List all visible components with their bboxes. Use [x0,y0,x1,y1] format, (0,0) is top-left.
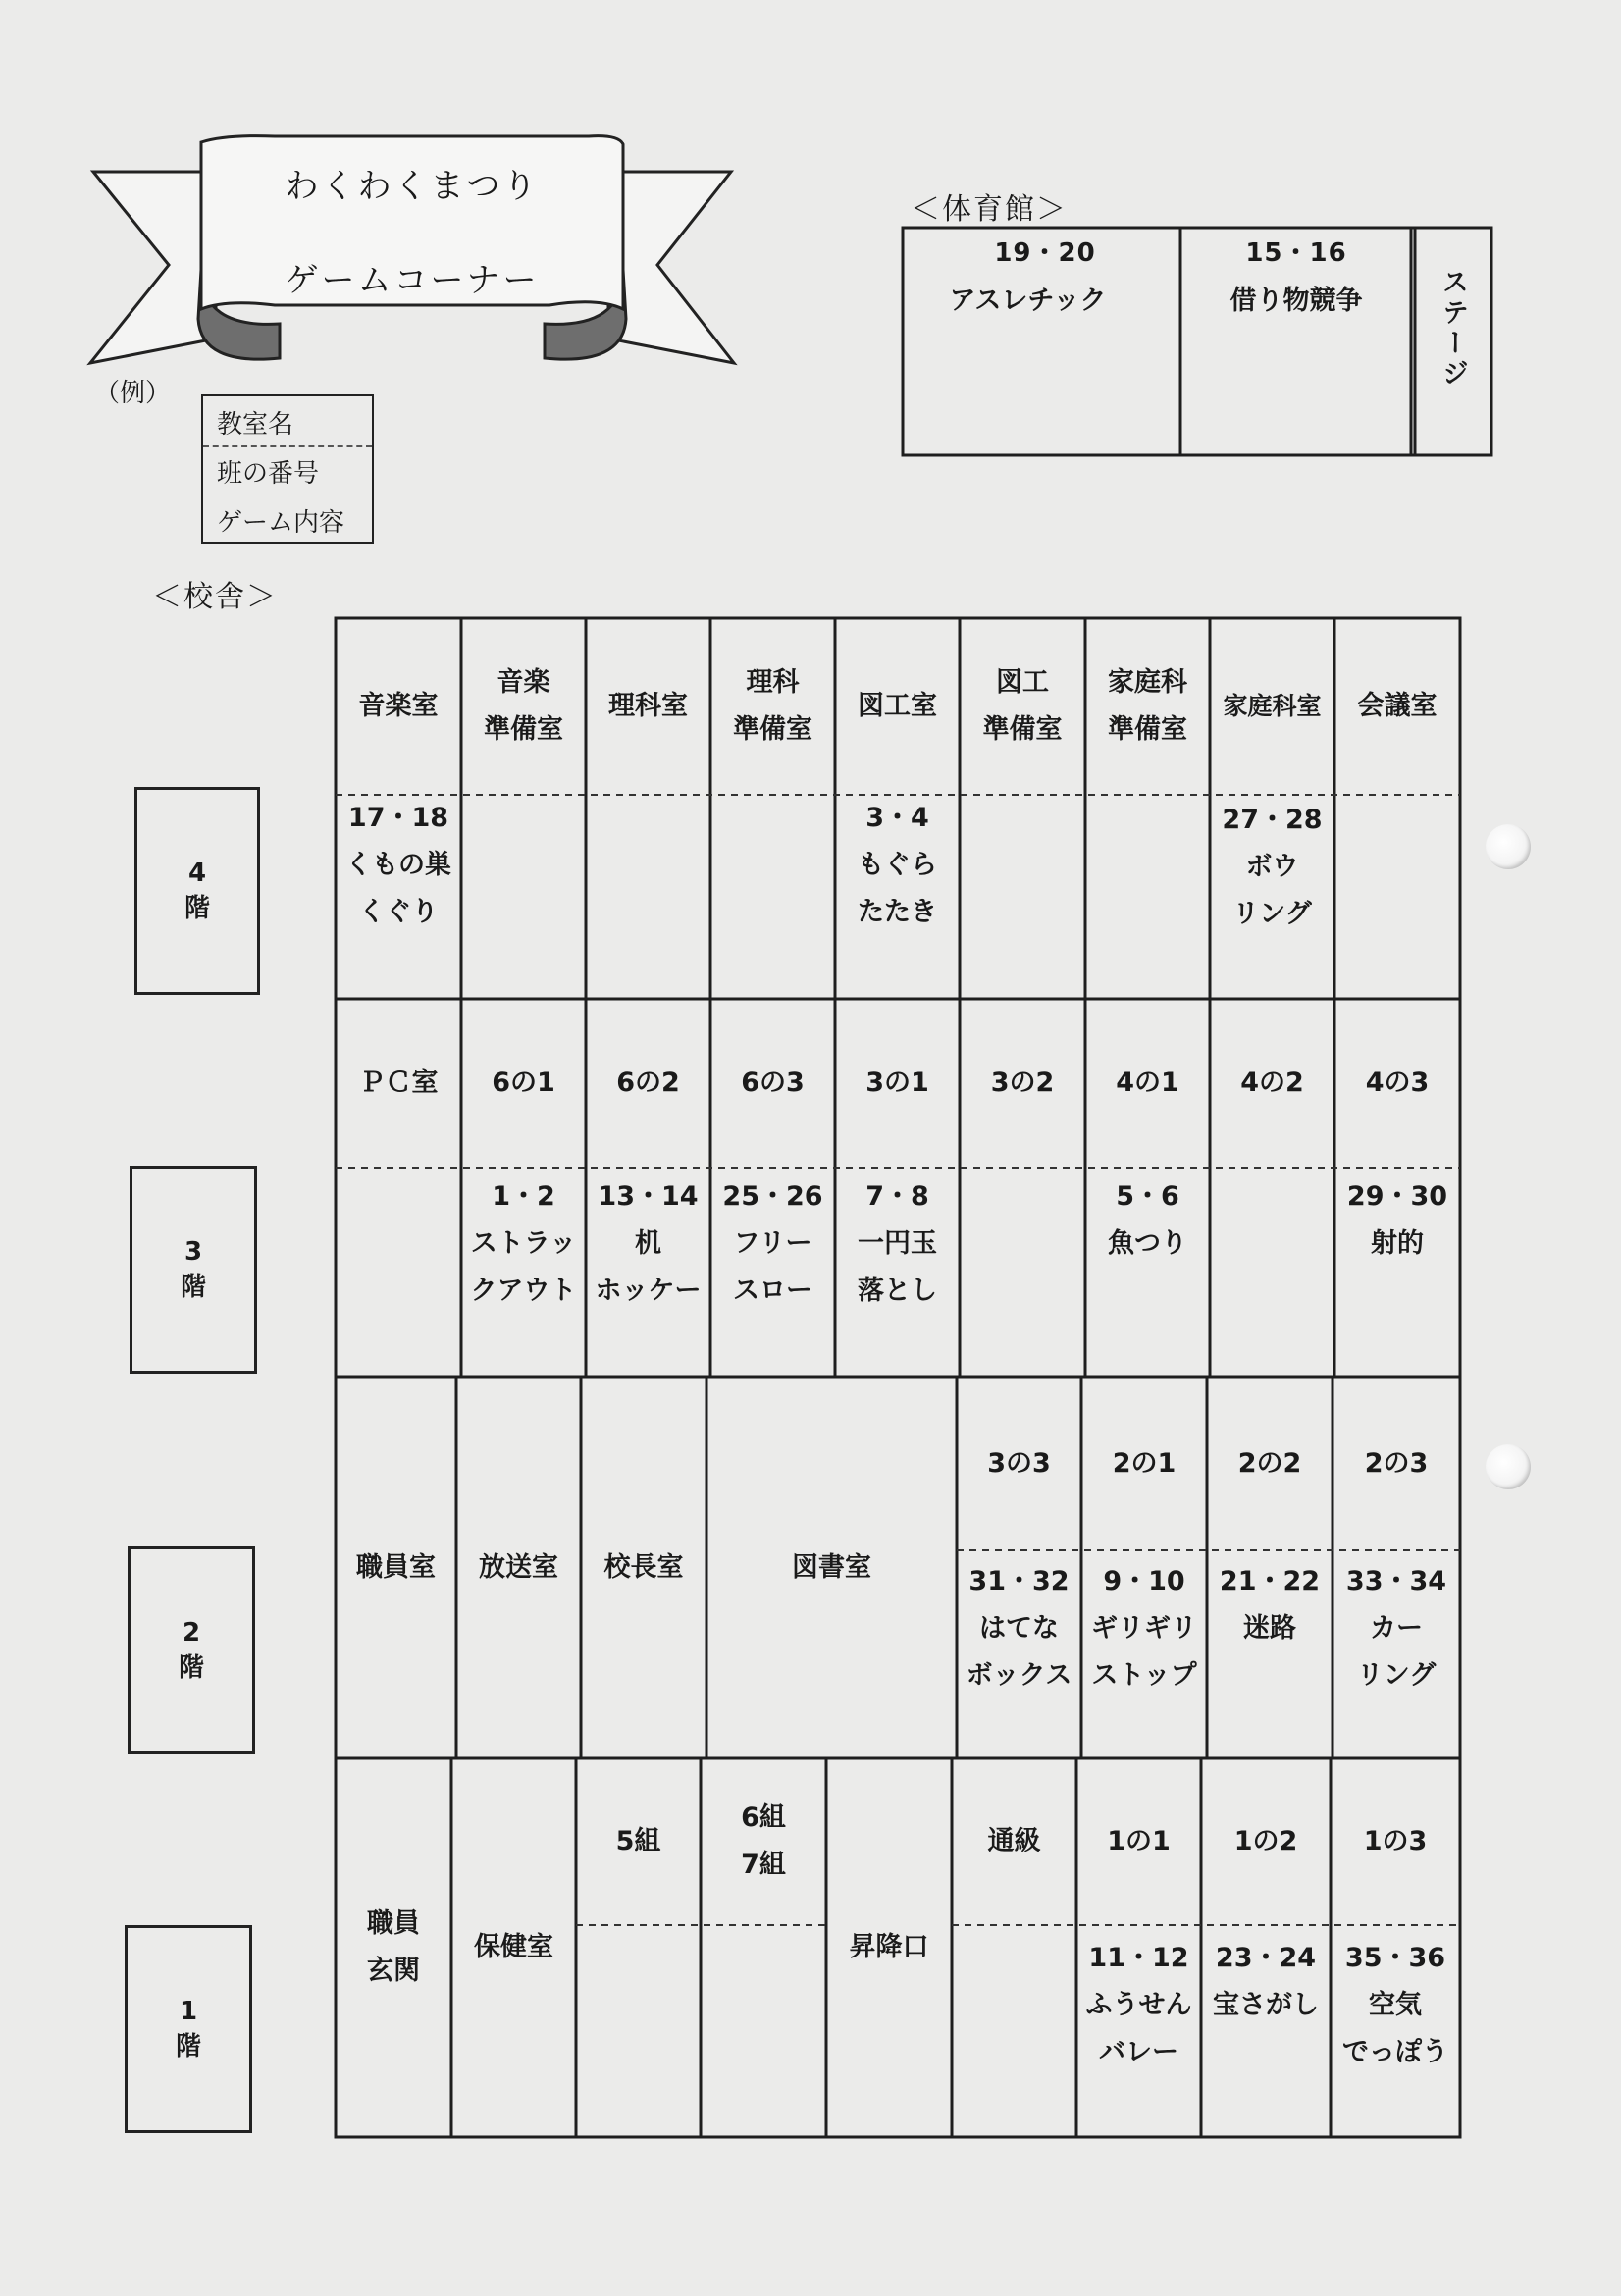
f4-room-meeting: 会議室 [1357,691,1438,721]
f4-game-bowling: 27・28 ボウ リング [1222,805,1323,929]
gym-stage: ステージ [1438,268,1468,390]
f4-room-art-prep: 図工 準備室 [982,667,1063,745]
f3-room-4-2: 4の2 [1240,1068,1304,1098]
example-label: （例） [94,379,172,408]
f4-game-spiderweb: 17・18 くもの巣 くぐり [345,803,451,927]
f4-room-home-ec: 家庭科室 [1223,692,1322,720]
f2-game-just-stop: 9・10 ギリギリ ストップ [1091,1566,1197,1691]
f4-room-home-ec-prep: 家庭科 準備室 [1108,667,1187,745]
f3-room-6-1: 6の1 [492,1068,555,1098]
gym-athletic-game: アスレチック [949,286,1107,316]
banner-title-line1: わくわくまつり [285,167,540,206]
floor-label-2: 2 階 [128,1546,255,1754]
f4-room-music: 音楽室 [358,691,439,721]
f1-room-1-3: 1の3 [1363,1826,1428,1856]
floor-label-4: 4 階 [134,787,260,995]
f1-game-balloon-volley: 11・12 ふうせん バレー [1085,1943,1192,2067]
f2-room-2-3: 2の3 [1364,1447,1429,1479]
gym-athletic-number: 19・20 [994,238,1096,268]
gym-borrow-number: 15・16 [1245,238,1347,268]
legend-group: 班の番号 [217,459,320,489]
f4-room-science: 理科室 [608,691,688,721]
f3-room-4-1: 4の1 [1116,1068,1179,1098]
f3-game-free-throw: 25・26 フリー スロー [722,1181,823,1306]
f1-room-health: 保健室 [474,1932,553,1962]
f2-room-3-3: 3の3 [987,1447,1051,1479]
gym-borrow-game: 借り物競争 [1229,286,1363,316]
f4-game-whack-a-mole: 3・4 もぐら たたき [858,803,937,927]
f1-game-air-gun: 35・36 空気 でっぽう [1342,1943,1448,2067]
f3-game-desk-hockey: 13・14 机 ホッケー [595,1181,702,1306]
f3-game-coin-drop: 7・8 一円玉 落とし [858,1181,937,1306]
f2-room-principal: 校長室 [603,1551,684,1583]
gym-heading: ＜体育館＞ [911,192,1068,227]
f2-room-2-1: 2の1 [1112,1447,1177,1479]
floor-label-1: 1 階 [125,1925,252,2133]
floor-label-3: 3 階 [130,1166,257,1374]
f1-room-special-class: 通級 [987,1826,1041,1856]
f1-room-1-2: 1の2 [1233,1826,1298,1856]
f3-room-pc: ＰＣ室 [358,1068,439,1098]
f3-room-6-3: 6の3 [741,1068,805,1098]
f3-game-fishing: 5・6 魚つり [1108,1181,1187,1259]
f3-game-shooting: 29・30 射的 [1346,1181,1448,1259]
f1-room-staff-entrance: 職員 玄関 [367,1908,420,1986]
f3-game-strike-out: 1・2 ストラッ クアウト [470,1181,577,1306]
school-heading: ＜校舎＞ [152,580,278,614]
punch-hole-top [1486,824,1531,869]
legend-game: ゲーム内容 [217,508,345,538]
f2-room-broadcast: 放送室 [479,1551,558,1583]
f2-game-maze: 21・22 迷路 [1219,1566,1321,1644]
f1-game-treasure-hunt: 23・24 宝さがし [1213,1943,1319,2020]
f1-room-entrance: 昇降口 [849,1932,929,1962]
f4-room-science-prep: 理科 準備室 [733,667,812,745]
f2-game-mystery-box: 31・32 はてな ボックス [966,1566,1072,1691]
f1-room-class67: 6組 7組 [741,1802,786,1880]
f2-room-staff: 職員室 [356,1551,436,1583]
banner-title-line2: ゲームコーナー [285,261,540,300]
f3-room-3-2: 3の2 [990,1068,1055,1098]
f1-room-class5: 5組 [615,1826,661,1856]
f4-room-music-prep: 音楽 準備室 [484,667,563,745]
f2-game-curling: 33・34 カー リング [1345,1566,1447,1691]
f2-room-2-2: 2の2 [1237,1447,1302,1479]
f1-room-1-1: 1の1 [1107,1826,1171,1856]
f4-room-art: 図工室 [858,691,937,721]
f3-room-6-2: 6の2 [616,1068,680,1098]
f3-room-4-3: 4の3 [1365,1068,1430,1098]
punch-hole-bottom [1486,1444,1531,1489]
f2-room-library: 図書室 [792,1551,871,1583]
f3-room-3-1: 3の1 [865,1068,929,1098]
legend-room: 教室名 [217,410,294,440]
